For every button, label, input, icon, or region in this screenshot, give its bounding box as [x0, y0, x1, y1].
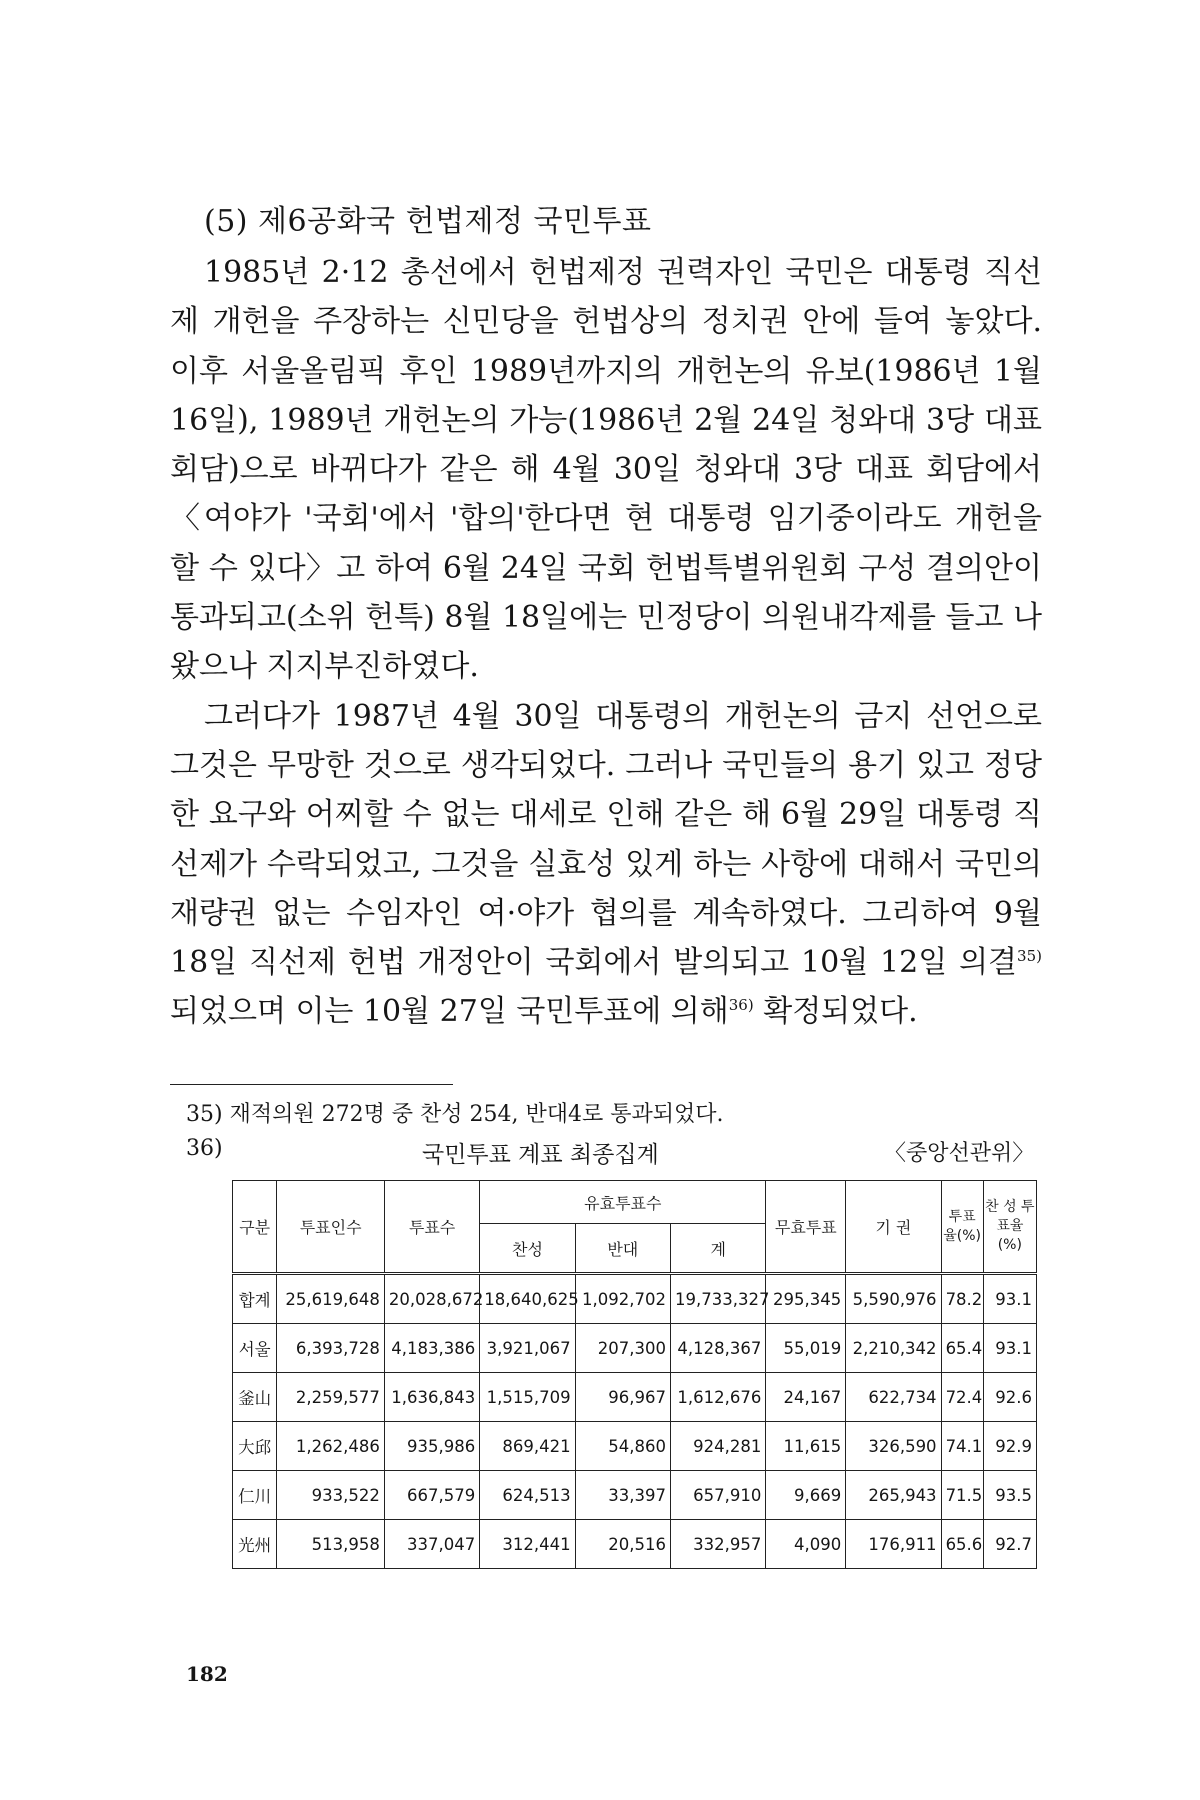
- cell-voters: 6,393,728: [277, 1324, 385, 1373]
- cell-ballots: 20,028,672: [384, 1274, 479, 1324]
- table-row: [233, 1324, 1037, 1373]
- footnote-ref-36: 36): [728, 996, 754, 1015]
- cell-invalid: 55,019: [766, 1324, 846, 1373]
- cell-voters: 933,522: [277, 1471, 385, 1520]
- cell-ballots: 935,986: [384, 1422, 479, 1471]
- paragraph-2-text-b: 되었으며 이는 10월 27일 국민투표에 의해: [170, 994, 729, 1030]
- cell-region: 합계: [233, 1274, 277, 1324]
- cell-total: 1,612,676: [670, 1373, 765, 1422]
- header-invalid: 무효투표: [766, 1181, 846, 1274]
- cell-total: 4,128,367: [670, 1324, 765, 1373]
- cell-voters: 2,259,577: [277, 1373, 385, 1422]
- cell-total: 657,910: [670, 1471, 765, 1520]
- paragraph-2-text-a: 그러다가 1987년 4월 30일 대통령의 개헌논의 금지 선언으로 그것은 무망한 것으로 생각되었다. 그러나 국민들의 용기 있고 정당한 요구와 어찌할 수 없는 대세로 인해 같은 해 6월 29일 대통령 직선제가 수락되었고, 그것을 실효성 있게 하는 사항에 대해서 국민의 재량권 없는 수임자인 여·야가 협의를 계속하였다. 그리하여 9월 18일 직선제 헌법 개정안이 국회에서 발의되고 10월 12일 의결: [170, 698, 1042, 981]
- header-abstain: 기 권: [846, 1181, 941, 1274]
- cell-ballots: 4,183,386: [384, 1324, 479, 1373]
- header-turnout: 투표율(%): [941, 1181, 983, 1274]
- cell-no: 20,516: [575, 1520, 670, 1569]
- header-valid: 유효투표수: [480, 1181, 766, 1224]
- cell-ballots: 667,579: [384, 1471, 479, 1520]
- cell-region: 서울: [233, 1324, 277, 1373]
- cell-no: 96,967: [575, 1373, 670, 1422]
- cell-yes: 869,421: [480, 1422, 575, 1471]
- cell-abstain: 5,590,976: [846, 1274, 941, 1324]
- cell-yes: 312,441: [480, 1520, 575, 1569]
- cell-abstain: 326,590: [846, 1422, 941, 1471]
- cell-no: 207,300: [575, 1324, 670, 1373]
- cell-region: 光州: [233, 1520, 277, 1569]
- header-ballots: 투표수: [384, 1181, 479, 1274]
- header-yes: 찬성: [480, 1224, 575, 1274]
- header-region: 구분: [233, 1181, 277, 1274]
- cell-turnout: 74.1: [941, 1422, 983, 1471]
- cell-voters: 25,619,648: [277, 1274, 385, 1324]
- cell-ballots: 1,636,843: [384, 1373, 479, 1422]
- cell-abstain: 265,943: [846, 1471, 941, 1520]
- cell-total: 19,733,327: [670, 1274, 765, 1324]
- cell-turnout: 71.5: [941, 1471, 983, 1520]
- table-row: [233, 1373, 1037, 1422]
- header-no: 반대: [575, 1224, 670, 1274]
- cell-yes: 624,513: [480, 1471, 575, 1520]
- cell-region: 仁川: [233, 1471, 277, 1520]
- header-total: 계: [670, 1224, 765, 1274]
- cell-region: 釜山: [233, 1373, 277, 1422]
- cell-invalid: 24,167: [766, 1373, 846, 1422]
- table-row: [233, 1422, 1037, 1471]
- table-row: [233, 1471, 1037, 1520]
- cell-voters: 1,262,486: [277, 1422, 385, 1471]
- footnote-35: 35) 재적의원 272명 중 찬성 254, 반대4로 통과되었다.: [186, 1102, 724, 1127]
- referendum-tally-table: [232, 1180, 1037, 1569]
- header-yes-rate: 찬 성 투표율(%): [983, 1181, 1036, 1274]
- cell-invalid: 11,615: [766, 1422, 846, 1471]
- cell-no: 54,860: [575, 1422, 670, 1471]
- cell-voters: 513,958: [277, 1520, 385, 1569]
- paragraph-1: 1985년 2·12 총선에서 헌법제정 권력자인 국민은 대통령 직선제 개헌을 주장하는 신민당을 헌법상의 정치권 안에 들여 놓았다. 이후 서울올림픽 후인 1989년까지의 개헌논의 유보(1986년 1월 16일), 1989년 개헌논의 가능(1986년 2월 24일 청와대 3당 대표 회담)으로 바뀌다가 같은 해 4월 30일 청와대 3당 대표 회담에서 〈여야가 '국회'에서 '합의'한다면 현 대통령 임기중이라도 개헌을 할 수 있다〉고 하여 6월 24일 국회 헌법특별위원회 구성 결의안이 통과되고(소위 헌특) 8월 18일에는 민정당이 의원내각제를 들고 나왔으나 지지부진하였다.: [170, 255, 1042, 685]
- cell-abstain: 176,911: [846, 1520, 941, 1569]
- cell-yes: 18,640,625: [480, 1274, 575, 1324]
- cell-yes: 1,515,709: [480, 1373, 575, 1422]
- cell-invalid: 9,669: [766, 1471, 846, 1520]
- footnote-36-number: 36): [186, 1136, 223, 1161]
- cell-yes-rate: 92.7: [983, 1520, 1036, 1569]
- page-number: 182: [186, 1662, 228, 1686]
- cell-turnout: 72.4: [941, 1373, 983, 1422]
- cell-turnout: 65.6: [941, 1520, 983, 1569]
- cell-abstain: 622,734: [846, 1373, 941, 1422]
- cell-yes-rate: 92.6: [983, 1373, 1036, 1422]
- footnote-divider: [170, 1084, 453, 1085]
- header-voters: 투표인수: [277, 1181, 385, 1274]
- cell-region: 大邱: [233, 1422, 277, 1471]
- cell-invalid: 4,090: [766, 1520, 846, 1569]
- cell-yes-rate: 92.9: [983, 1422, 1036, 1471]
- section-heading: (5) 제6공화국 헌법제정 국민투표: [204, 204, 652, 239]
- cell-yes-rate: 93.1: [983, 1274, 1036, 1324]
- cell-invalid: 295,345: [766, 1274, 846, 1324]
- cell-no: 1,092,702: [575, 1274, 670, 1324]
- cell-abstain: 2,210,342: [846, 1324, 941, 1373]
- cell-turnout: 65.4: [941, 1324, 983, 1373]
- cell-no: 33,397: [575, 1471, 670, 1520]
- paragraph-2-text-c: 확정되었다.: [753, 994, 918, 1030]
- cell-ballots: 337,047: [384, 1520, 479, 1569]
- cell-yes-rate: 93.5: [983, 1471, 1036, 1520]
- footnote-ref-35: 35): [1017, 947, 1042, 966]
- cell-turnout: 78.2: [941, 1274, 983, 1324]
- cell-yes-rate: 93.1: [983, 1324, 1036, 1373]
- footnote-36-title: 국민투표 계표 최종집계: [422, 1142, 659, 1168]
- cell-yes: 3,921,067: [480, 1324, 575, 1373]
- cell-total: 332,957: [670, 1520, 765, 1569]
- footnote-36-source: 〈중앙선관위〉: [884, 1141, 1035, 1166]
- table-row: [233, 1520, 1037, 1569]
- cell-total: 924,281: [670, 1422, 765, 1471]
- paragraph-2: [170, 692, 1042, 1037]
- table-row: [233, 1274, 1037, 1324]
- body-text: [170, 248, 1042, 1037]
